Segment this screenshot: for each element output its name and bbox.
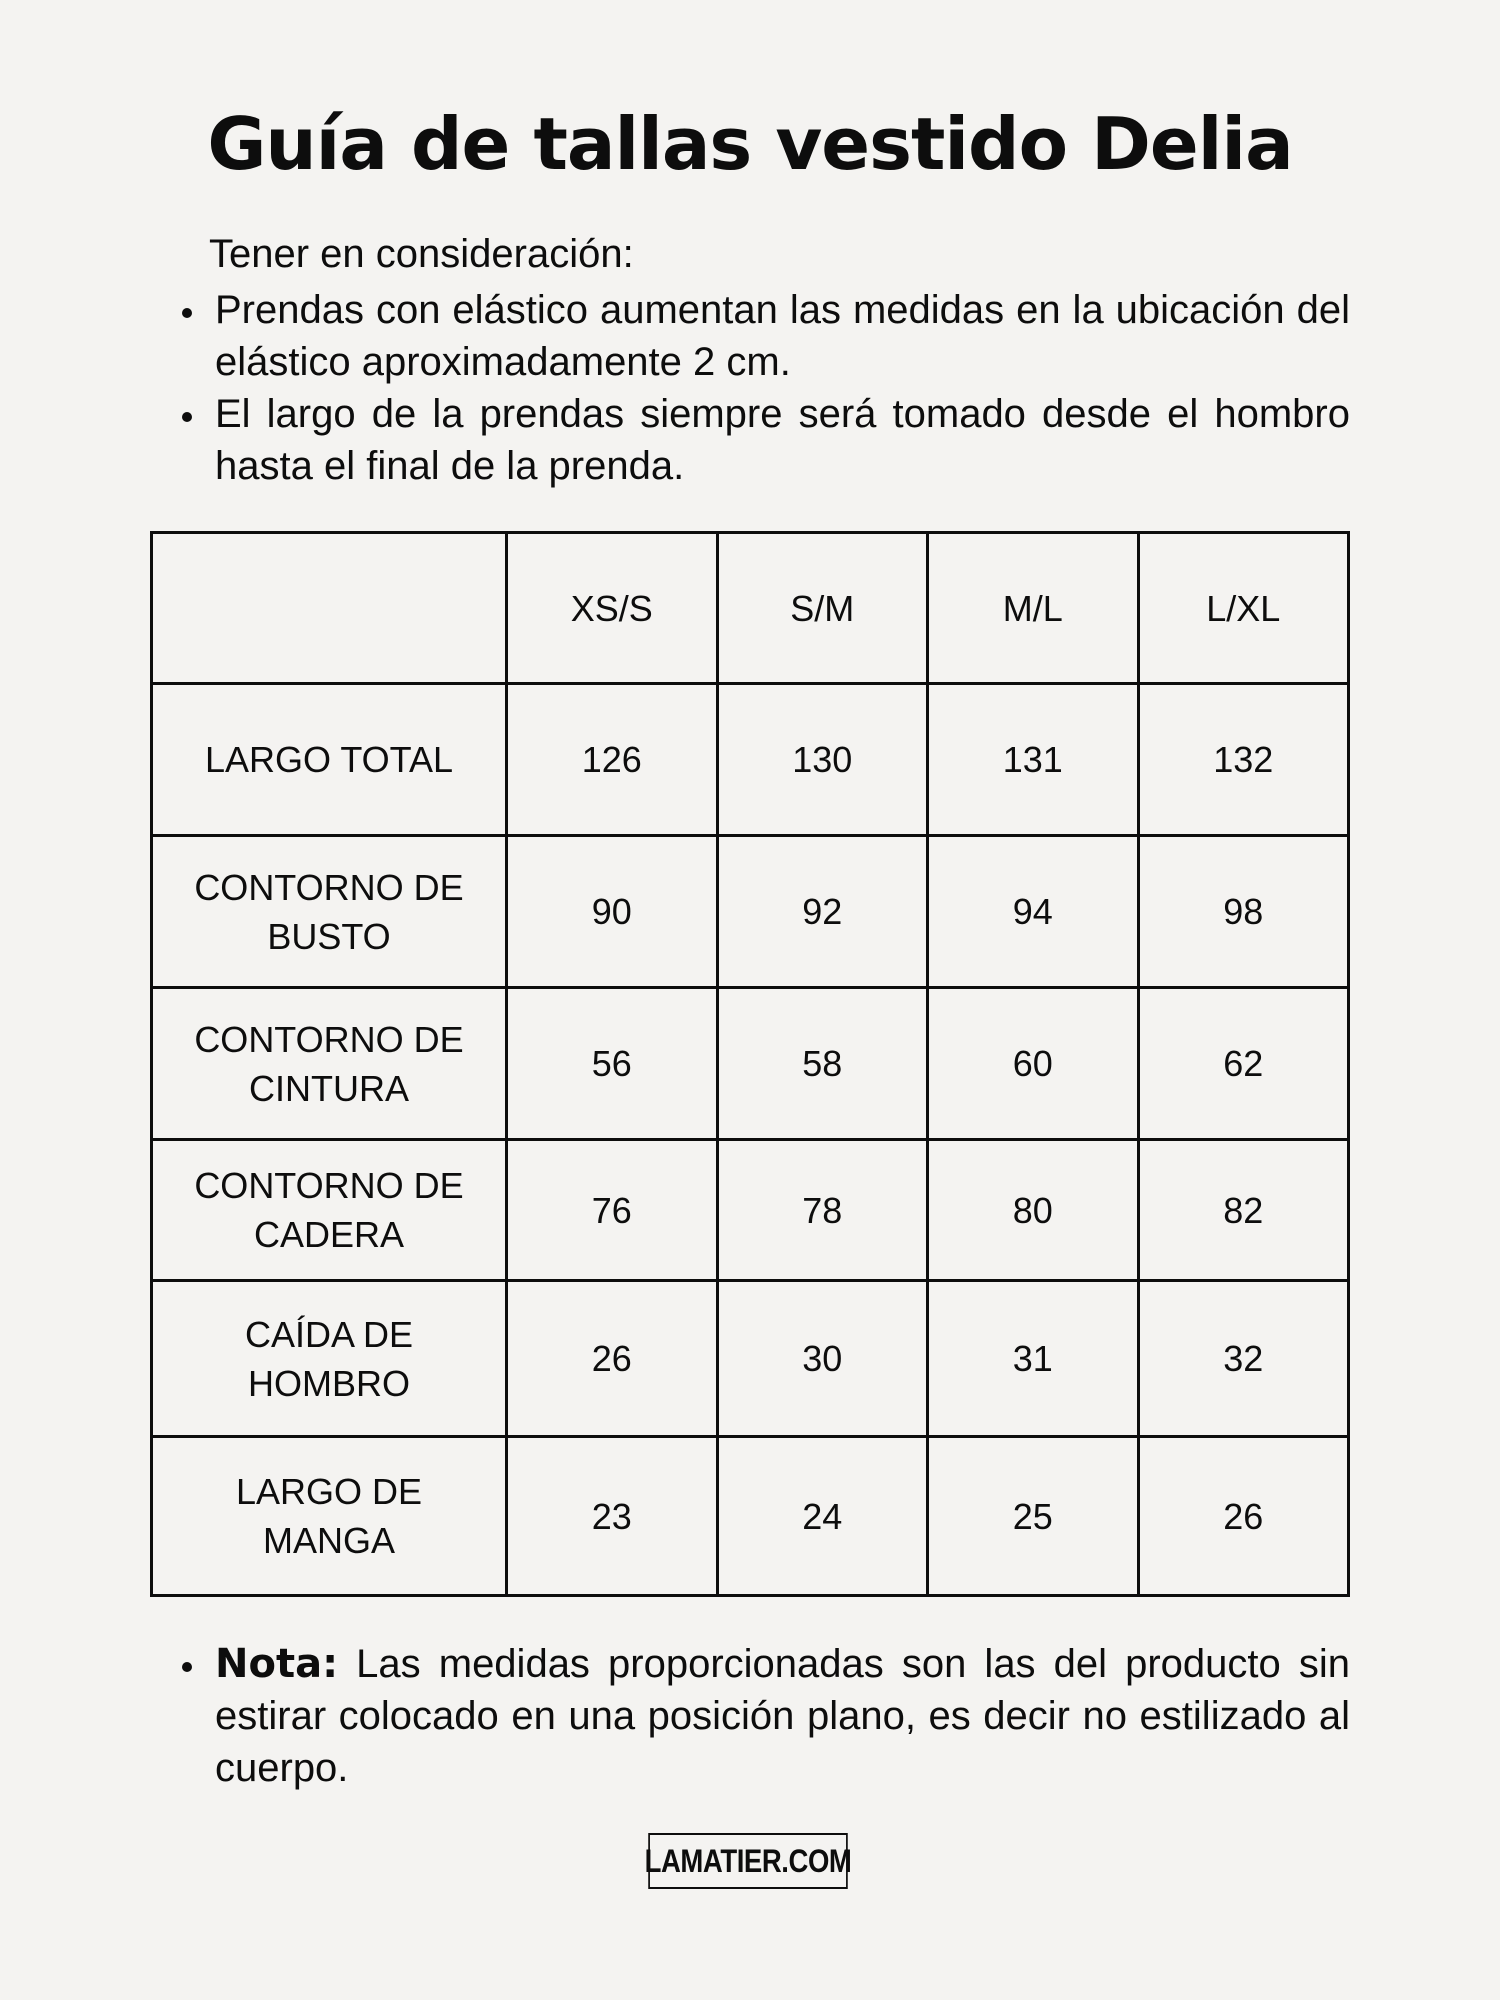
measure-value: 98 <box>1138 836 1349 988</box>
measure-label <box>152 1281 507 1437</box>
measure-label-line: LARGO TOTAL <box>204 739 454 780</box>
measure-value: 30 <box>717 1281 928 1437</box>
size-header: S/M <box>717 533 928 684</box>
measure-value: 31 <box>928 1281 1139 1437</box>
measure-value: 26 <box>507 1281 718 1437</box>
measure-value: 76 <box>507 1140 718 1281</box>
table-corner-cell <box>152 533 507 684</box>
note-text: Las medidas proporcionadas son las del producto sin estirar colocado en una posición plano, es decir no estilizado al cuerpo. <box>215 1642 1350 1790</box>
measure-label-line: HOMBRO <box>248 1362 410 1404</box>
measure-label-line: CAÍDA DE <box>244 1313 414 1355</box>
measure-label <box>152 1140 507 1281</box>
measure-label <box>152 988 507 1140</box>
measure-label <box>152 1437 507 1596</box>
measure-label <box>152 684 507 836</box>
table-row <box>152 988 1349 1140</box>
table-row <box>152 1281 1349 1437</box>
measure-value: 90 <box>507 836 718 988</box>
measure-label-line: BUSTO <box>267 915 391 957</box>
measure-label-line: CONTORNO DE <box>194 1165 464 1206</box>
measure-label-line: CONTORNO DE <box>194 866 464 908</box>
measure-value: 80 <box>928 1140 1139 1281</box>
size-header: L/XL <box>1138 533 1349 684</box>
table-row <box>152 1140 1349 1281</box>
size-header: XS/S <box>507 533 718 684</box>
measure-label <box>152 836 507 988</box>
measure-value: 132 <box>1138 684 1349 836</box>
measure-value: 24 <box>717 1437 928 1596</box>
table-row <box>152 1437 1349 1596</box>
size-table <box>150 531 1350 1597</box>
page-title: Guía de tallas vestido Delia <box>207 102 1293 186</box>
table-row <box>152 684 1349 836</box>
note-list <box>182 1638 1350 1794</box>
measure-value: 78 <box>717 1140 928 1281</box>
measure-label-line: CINTURA <box>249 1067 409 1109</box>
considerations-list <box>182 284 1350 492</box>
measure-value: 56 <box>507 988 718 1140</box>
measure-value: 62 <box>1138 988 1349 1140</box>
measure-label-line: LARGO DE <box>235 1471 423 1512</box>
measure-value: 131 <box>928 684 1139 836</box>
consideration-item: Prendas con elástico aumentan las medidas en la ubicación del elástico aproximadamente 2 cm. <box>182 284 1350 388</box>
consideration-item: El largo de la prendas siempre será tomado desde el hombro hasta el final de la prenda. <box>182 388 1350 492</box>
considerations-heading: Tener en consideración: <box>209 232 634 276</box>
measure-value: 32 <box>1138 1281 1349 1437</box>
measure-value: 94 <box>928 836 1139 988</box>
measure-label-line: CADERA <box>253 1214 405 1255</box>
measure-value: 92 <box>717 836 928 988</box>
measure-value: 23 <box>507 1437 718 1596</box>
measure-value: 58 <box>717 988 928 1140</box>
measure-value: 82 <box>1138 1140 1349 1281</box>
measure-value: 25 <box>928 1437 1139 1596</box>
measure-value: 26 <box>1138 1437 1349 1596</box>
table-row <box>152 836 1349 988</box>
note-label: Nota: <box>215 1641 339 1687</box>
measure-label-line: CONTORNO DE <box>194 1018 464 1060</box>
measure-value: 130 <box>717 684 928 836</box>
measure-value: 60 <box>928 988 1139 1140</box>
brand-logo: LAMATIER.COM <box>648 1833 848 1889</box>
size-header: M/L <box>928 533 1139 684</box>
size-header-row <box>152 533 1349 684</box>
measure-value: 126 <box>507 684 718 836</box>
measure-label-line: MANGA <box>262 1520 395 1561</box>
note-item <box>182 1638 1350 1794</box>
